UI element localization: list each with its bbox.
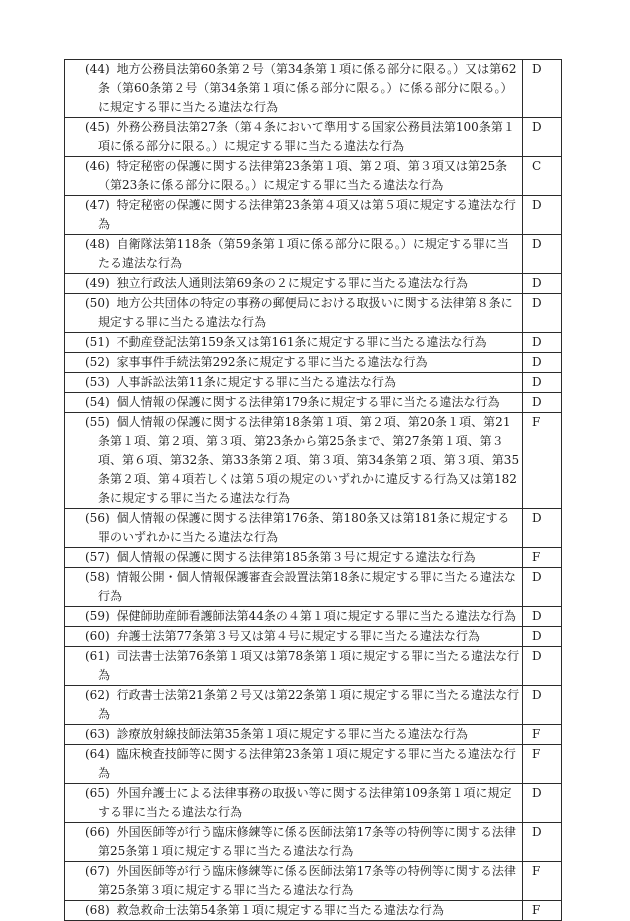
item-text-cell	[65, 627, 523, 647]
item-text: 個人情報の保護に関する法律第185条第３号に規定する違法な行為	[116, 550, 476, 564]
item-text: 特定秘密の保護に関する法律第23条第４項又は第５項に規定する違法な行為	[98, 198, 516, 231]
grade-cell: C	[523, 157, 562, 196]
grade-cell: D	[523, 333, 562, 353]
table-row	[65, 373, 562, 393]
item-text: 地方公共団体の特定の事務の郵便局における取扱いに関する法律第８条に規定する罪に当たる違法な行為	[98, 296, 513, 329]
item-text: 行政書士法第21条第２号又は第22条第１項に規定する罪に当たる違法な行為	[98, 688, 520, 721]
item-text-cell	[65, 509, 523, 548]
item-text-cell	[65, 393, 523, 413]
grade-cell: F	[523, 745, 562, 784]
item-text-cell	[65, 725, 523, 745]
item-number: (56)	[85, 511, 110, 525]
item-text: 救急救命士法第54条第１項に規定する罪に当たる違法な行為	[116, 903, 444, 917]
item-paragraph	[85, 333, 520, 352]
item-text-cell	[65, 118, 523, 157]
grade-cell: D	[523, 393, 562, 413]
grade-cell: F	[523, 862, 562, 901]
table-row	[65, 548, 562, 568]
grade-cell: D	[523, 568, 562, 607]
item-text-cell	[65, 568, 523, 607]
item-text: 不動産登記法第159条又は第161条に規定する罪に当たる違法な行為	[116, 335, 487, 349]
item-text-cell	[65, 294, 523, 333]
item-text: 人事訴訟法第11条に規定する罪に当たる違法な行為	[116, 375, 396, 389]
grade-cell: D	[523, 60, 562, 118]
grade-cell: D	[523, 607, 562, 627]
item-number: (68)	[85, 903, 110, 917]
item-text-cell	[65, 823, 523, 862]
table-row	[65, 745, 562, 784]
grade-cell: D	[523, 118, 562, 157]
grade-cell: D	[523, 647, 562, 686]
item-paragraph	[85, 353, 520, 372]
item-text: 家事事件手続法第292条に規定する罪に当たる違法な行為	[116, 355, 428, 369]
grade-cell: F	[523, 725, 562, 745]
item-paragraph	[85, 235, 520, 273]
table-row	[65, 901, 562, 921]
item-text: 司法書士法第76条第１項又は第78条第１項に規定する罪に当たる違法な行為	[98, 649, 520, 682]
table-row	[65, 235, 562, 274]
offense-table-body	[65, 60, 562, 921]
table-row	[65, 60, 562, 118]
item-text: 個人情報の保護に関する法律第179条に規定する罪に当たる違法な行為	[116, 395, 500, 409]
item-paragraph	[85, 862, 520, 900]
table-row	[65, 393, 562, 413]
item-number: (61)	[85, 649, 110, 663]
item-text-cell	[65, 901, 523, 921]
item-number: (63)	[85, 727, 110, 741]
item-number: (57)	[85, 550, 110, 564]
table-row	[65, 353, 562, 373]
item-number: (46)	[85, 159, 110, 173]
item-paragraph	[85, 274, 520, 293]
item-text-cell	[65, 745, 523, 784]
item-text: 地方公務員法第60条第２号（第34条第１項に係る部分に限る。）又は第62条（第60条第２号（第34条第１項に係る部分に限る。）に係る部分に限る。）に規定する罪に当たる違法な行為	[98, 62, 517, 114]
item-number: (59)	[85, 609, 110, 623]
table-row	[65, 686, 562, 725]
grade-cell: D	[523, 784, 562, 823]
table-row	[65, 509, 562, 548]
item-number: (50)	[85, 296, 110, 310]
table-row	[65, 647, 562, 686]
item-text: 弁護士法第77条第３号又は第４号に規定する罪に当たる違法な行為	[116, 629, 480, 643]
grade-cell: F	[523, 901, 562, 921]
item-paragraph	[85, 294, 520, 332]
item-paragraph	[85, 509, 520, 547]
table-row	[65, 413, 562, 509]
item-number: (47)	[85, 198, 110, 212]
item-paragraph	[85, 568, 520, 606]
item-number: (64)	[85, 747, 110, 761]
item-text-cell	[65, 647, 523, 686]
item-number: (62)	[85, 688, 110, 702]
item-text: 外国弁護士による法律事務の取扱い等に関する法律第109条第１項に規定する罪に当たる違法な行為	[98, 786, 512, 819]
item-paragraph	[85, 745, 520, 783]
grade-cell: D	[523, 235, 562, 274]
item-number: (45)	[85, 120, 110, 134]
table-row	[65, 725, 562, 745]
item-text-cell	[65, 548, 523, 568]
item-number: (44)	[85, 62, 110, 76]
item-number: (54)	[85, 395, 110, 409]
table-row	[65, 627, 562, 647]
table-row	[65, 157, 562, 196]
grade-cell: D	[523, 294, 562, 333]
item-paragraph	[85, 373, 520, 392]
table-row	[65, 274, 562, 294]
table-row	[65, 784, 562, 823]
table-row	[65, 333, 562, 353]
table-row	[65, 607, 562, 627]
item-text-cell	[65, 862, 523, 901]
item-paragraph	[85, 607, 520, 626]
item-text-cell	[65, 784, 523, 823]
item-paragraph	[85, 196, 520, 234]
item-text-cell	[65, 413, 523, 509]
item-paragraph	[85, 118, 520, 156]
table-row	[65, 294, 562, 333]
grade-cell: D	[523, 823, 562, 862]
item-text-cell	[65, 60, 523, 118]
item-paragraph	[85, 393, 520, 412]
item-number: (67)	[85, 864, 110, 878]
table-row	[65, 196, 562, 235]
table-row	[65, 823, 562, 862]
item-number: (65)	[85, 786, 110, 800]
item-text: 臨床検査技師等に関する法律第23条第１項に規定する罪に当たる違法な行為	[98, 747, 516, 780]
item-text: 外国医師等が行う臨床修練等に係る医師法第17条等の特例等に関する法律第25条第１項に規定する罪に当たる違法な行為	[98, 825, 516, 858]
grade-cell: D	[523, 274, 562, 294]
item-text-cell	[65, 157, 523, 196]
item-text: 外国医師等が行う臨床修練等に係る医師法第17条等の特例等に関する法律第25条第３項に規定する罪に当たる違法な行為	[98, 864, 516, 897]
item-number: (58)	[85, 570, 110, 584]
item-number: (49)	[85, 276, 110, 290]
item-text-cell	[65, 274, 523, 294]
item-number: (53)	[85, 375, 110, 389]
item-paragraph	[85, 647, 520, 685]
item-paragraph	[85, 784, 520, 822]
offense-table	[64, 59, 562, 921]
grade-cell: D	[523, 353, 562, 373]
item-text-cell	[65, 196, 523, 235]
table-row	[65, 862, 562, 901]
item-text: 独立行政法人通則法第69条の２に規定する罪に当たる違法な行為	[116, 276, 468, 290]
item-paragraph	[85, 901, 520, 920]
table-row	[65, 568, 562, 607]
item-number: (48)	[85, 237, 110, 251]
item-text: 情報公開・個人情報保護審査会設置法第18条に規定する罪に当たる違法な行為	[98, 570, 516, 603]
item-number: (55)	[85, 415, 110, 429]
item-text: 自衛隊法第118条（第59条第１項に係る部分に限る。）に規定する罪に当たる違法な行為	[98, 237, 509, 270]
item-paragraph	[85, 823, 520, 861]
item-paragraph	[85, 725, 520, 744]
item-text-cell	[65, 333, 523, 353]
item-paragraph	[85, 413, 520, 508]
item-text-cell	[65, 607, 523, 627]
item-text: 特定秘密の保護に関する法律第23条第１項、第２項、第３項又は第25条（第23条に係る部分に限る。）に規定する罪に当たる違法な行為	[98, 159, 508, 192]
grade-cell: D	[523, 627, 562, 647]
grade-cell: F	[523, 413, 562, 509]
item-paragraph	[85, 157, 520, 195]
item-number: (66)	[85, 825, 110, 839]
grade-cell: D	[523, 196, 562, 235]
item-paragraph	[85, 627, 520, 646]
item-text-cell	[65, 373, 523, 393]
item-paragraph	[85, 548, 520, 567]
item-text: 保健師助産師看護師法第44条の４第１項に規定する罪に当たる違法な行為	[116, 609, 516, 623]
item-paragraph	[85, 686, 520, 724]
item-text: 外務公務員法第27条（第４条において準用する国家公務員法第100条第１項に係る部分に限る。）に規定する罪に当たる違法な行為	[98, 120, 515, 153]
item-text: 診療放射線技師法第35条第１項に規定する罪に当たる違法な行為	[116, 727, 468, 741]
item-text: 個人情報の保護に関する法律第18条第１項、第２項、第20条１項、第21条第１項、第２項、第３項、第23条から第25条まで、第27条第１項、第３項、第６項、第32条、第33条第２項、第３項、第34条第２項、第３項、第35条第２項、第４項若しくは第５項の規定のいずれかに違反する行為又は第182条に規定する罪に当たる違法な行為	[98, 415, 520, 505]
item-text-cell	[65, 686, 523, 725]
item-text-cell	[65, 235, 523, 274]
item-number: (51)	[85, 335, 110, 349]
grade-cell: D	[523, 686, 562, 725]
item-number: (60)	[85, 629, 110, 643]
grade-cell: D	[523, 509, 562, 548]
grade-cell: F	[523, 548, 562, 568]
table-row	[65, 118, 562, 157]
grade-cell: D	[523, 373, 562, 393]
item-number: (52)	[85, 355, 110, 369]
item-text-cell	[65, 353, 523, 373]
item-text: 個人情報の保護に関する法律第176条、第180条又は第181条に規定する罪のいずれかに当たる違法な行為	[98, 511, 510, 544]
item-paragraph	[85, 60, 520, 117]
